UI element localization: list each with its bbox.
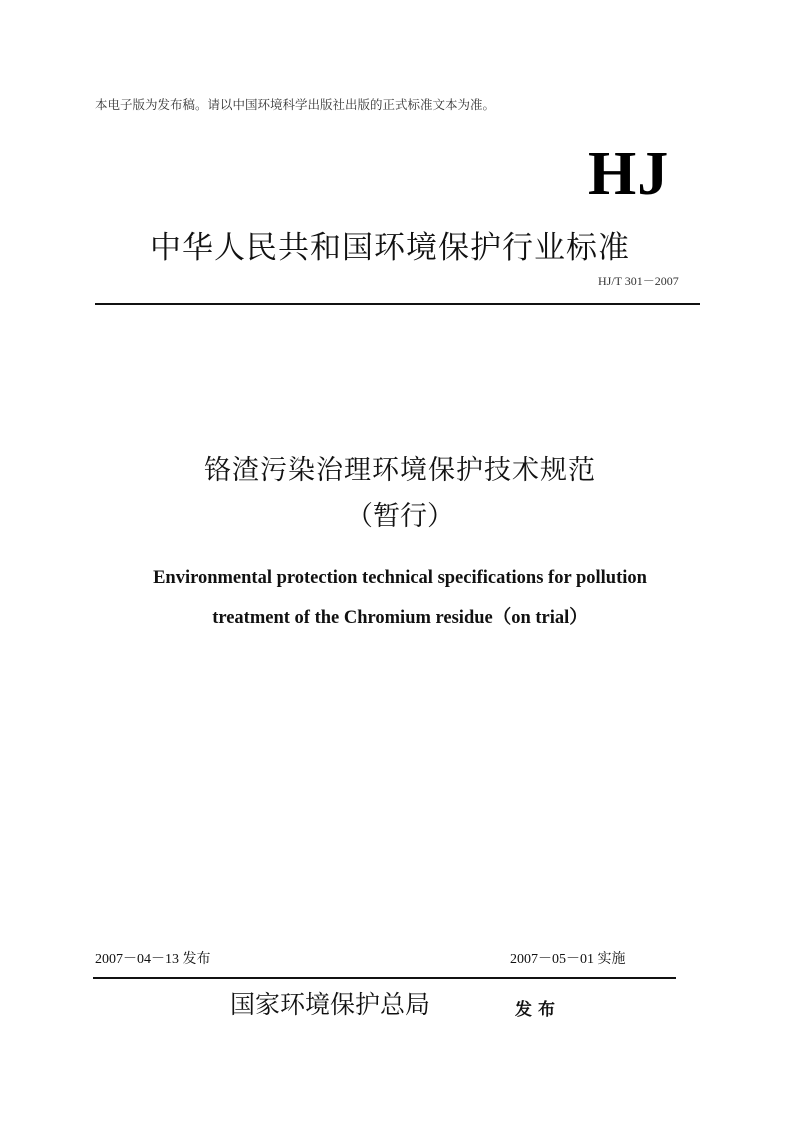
header-divider [95,303,700,305]
issue-date: 2007－04－13 发布 [95,952,211,967]
standard-code: HJ/T 301－2007 [598,274,679,288]
electronic-version-notice: 本电子版为发布稿。请以中国环境科学出版社出版的正式标准文本为准。 [95,97,496,112]
document-title-english-line2: treatment of the Chromium residue（on trial） [212,608,588,628]
implementation-date: 2007－05－01 实施 [510,952,626,967]
document-title-english-line1: Environmental protection technical specifications for pollution [153,568,647,588]
document-title-chinese: 铬渣污染治理环境保护技术规范 [204,455,596,486]
document-subtitle-chinese: （暂行） [346,501,454,532]
publish-label: 发布 [515,1000,561,1020]
hj-logo-mark: HJ [588,140,670,208]
publisher-name: 国家环境保护总局 [230,990,431,1019]
footer-divider [93,977,676,979]
standard-category-title: 中华人民共和国环境保护行业标准 [150,230,630,266]
